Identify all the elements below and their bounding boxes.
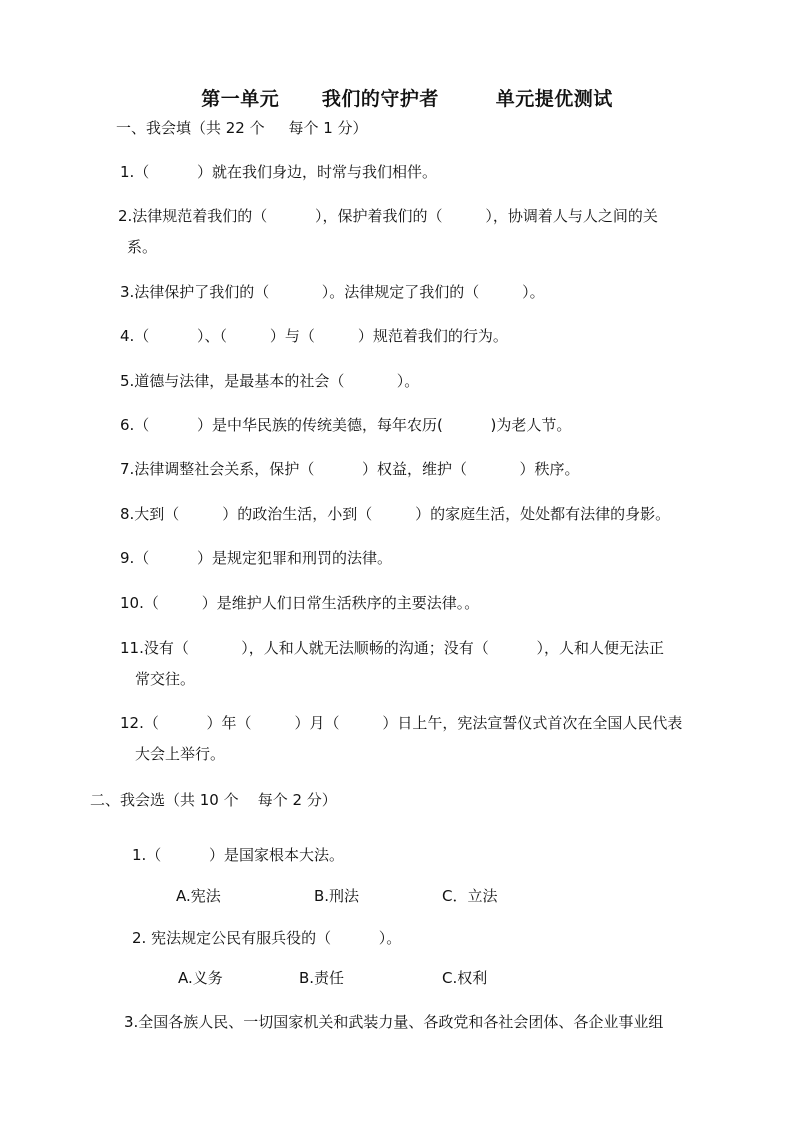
option-c: C.权利 bbox=[442, 969, 488, 987]
fill-question-10: 10.（ ）是维护人们日常生活秩序的主要法律。。 bbox=[120, 594, 480, 612]
option-a: A.宪法 bbox=[176, 887, 221, 905]
option-c: C．立法 bbox=[442, 887, 498, 905]
choice-question-2: 2. 宪法规定公民有服兵役的（ ）。 bbox=[132, 929, 402, 947]
fill-question-12: 12.（ ）年（ ）月（ ）日上午，宪法宣誓仪式首次在全国人民代表 bbox=[120, 714, 683, 732]
fill-question-7: 7.法律调整社会关系，保护（ ）权益，维护（ ）秩序。 bbox=[120, 460, 580, 478]
option-b: B.责任 bbox=[299, 969, 345, 987]
fill-question-1: 1.（ ）就在我们身边，时常与我们相伴。 bbox=[120, 163, 437, 181]
fill-question-6: 6.（ ）是中华民族的传统美德，每年农历( )为老人节。 bbox=[120, 416, 572, 434]
option-b: B.刑法 bbox=[314, 887, 360, 905]
fill-question-11: 11.没有（ ），人和人就无法顺畅的沟通；没有（ ），人和人便无法正 bbox=[120, 639, 664, 657]
fill-question-12-cont: 大会上举行。 bbox=[135, 745, 226, 763]
fill-question-8: 8.大到（ ）的政治生活，小到（ ）的家庭生活，处处都有法律的身影。 bbox=[120, 505, 671, 523]
choice-question-1: 1.（ ）是国家根本大法。 bbox=[132, 846, 344, 864]
fill-question-5: 5.道德与法律，是最基本的社会（ ）。 bbox=[120, 372, 420, 390]
choice-question-1-options bbox=[0, 886, 794, 906]
fill-question-2: 2.法律规范着我们的（ ），保护着我们的（ ），协调着人与人之间的关 bbox=[118, 207, 658, 225]
option-a: A.义务 bbox=[178, 969, 223, 987]
choice-question-3: 3.全国各族人民、一切国家机关和武装力量、各政党和各社会团体、各企业事业组 bbox=[124, 1013, 664, 1031]
choice-question-2-options bbox=[0, 968, 794, 988]
section-2-heading: 二、我会选（共 10 个 每个 2 分） bbox=[90, 791, 337, 809]
fill-question-2-cont: 系。 bbox=[127, 238, 158, 256]
fill-question-9: 9.（ ）是规定犯罪和刑罚的法律。 bbox=[120, 549, 392, 567]
fill-question-11-cont: 常交往。 bbox=[135, 670, 196, 688]
section-1-heading: 一、我会填（共 22 个 每个 1 分） bbox=[116, 119, 368, 137]
fill-question-3: 3.法律保护了我们的（ ）。法律规定了我们的（ ）。 bbox=[120, 283, 545, 301]
fill-question-4: 4.（ ）、（ ）与（ ）规范着我们的行为。 bbox=[120, 327, 508, 345]
page-title: 第一单元 我们的守护者 单元提优测试 bbox=[201, 88, 613, 110]
